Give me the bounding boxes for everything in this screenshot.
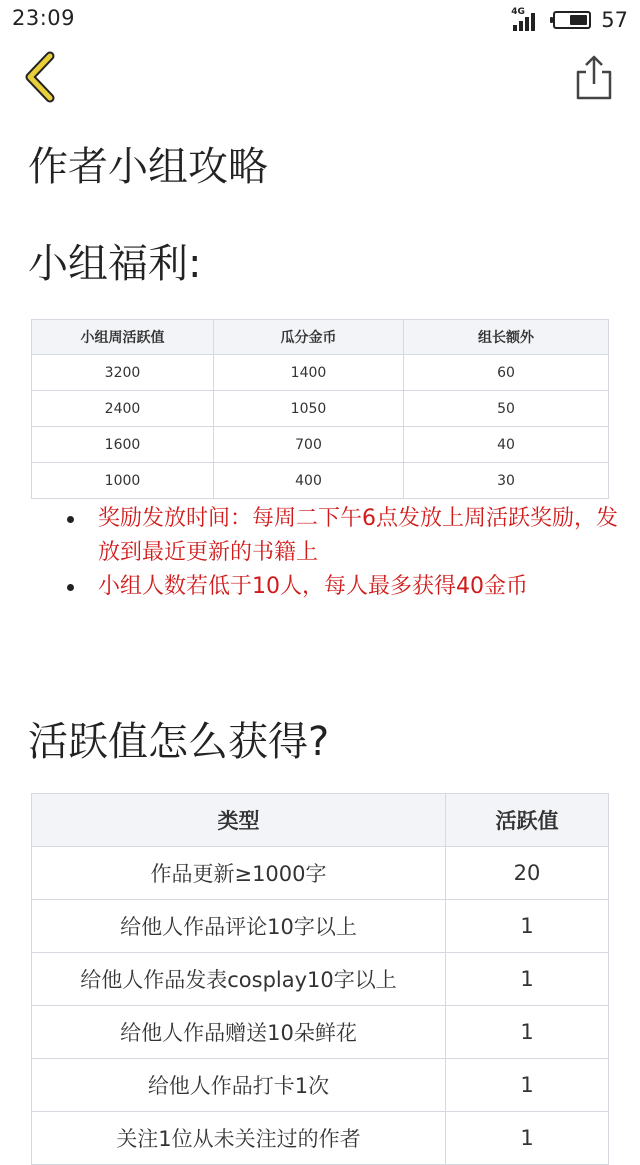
page-title: 作者小组攻略 [28,144,268,190]
column-header: 类型 [32,794,446,847]
table-row [32,1059,609,1112]
welfare-table [31,319,609,499]
table-cell: 20 [446,847,609,900]
note-text: 奖励发放时间：每周二下午6点发放上周活跃奖励，发放到最近更新的书籍上 [98,506,618,565]
table-cell: 1050 [214,391,404,427]
table-cell: 给他人作品打卡1次 [32,1059,446,1112]
list-item [67,570,627,604]
column-header: 小组周活跃值 [32,320,214,355]
activity-table [31,793,609,1165]
table-row [32,427,609,463]
table-cell: 700 [214,427,404,463]
table-cell: 1 [446,1059,609,1112]
table-cell: 3200 [32,355,214,391]
table-cell: 关注1位从未关注过的作者 [32,1112,446,1165]
table-cell: 60 [404,355,609,391]
chevron-left-icon [20,52,64,102]
table-row [32,900,609,953]
column-header: 组长额外 [404,320,609,355]
table-row [32,1112,609,1165]
table-cell: 1600 [32,427,214,463]
table-cell: 2400 [32,391,214,427]
welfare-heading: 小组福利: [28,241,202,287]
table-row [32,953,609,1006]
table-cell: 30 [404,463,609,499]
status-time: 23:09 [12,6,76,30]
table-cell: 1000 [32,463,214,499]
table-row [32,1006,609,1059]
table-row [32,463,609,499]
battery-icon [553,11,591,29]
table-row [32,847,609,900]
table-cell: 1400 [214,355,404,391]
table-row [32,391,609,427]
share-icon [572,54,616,102]
column-header: 活跃值 [446,794,609,847]
list-item [67,502,627,570]
table-cell: 50 [404,391,609,427]
table-header-row [32,320,609,355]
table-cell: 给他人作品发表cosplay10字以上 [32,953,446,1006]
table-cell: 给他人作品赠送10朵鲜花 [32,1006,446,1059]
table-cell: 1 [446,953,609,1006]
status-bar [0,0,640,40]
table-cell: 1 [446,1006,609,1059]
table-cell: 1 [446,1112,609,1165]
status-indicators [511,8,628,32]
share-button[interactable] [572,54,616,102]
nav-bar [0,40,640,116]
activity-heading: 活跃值怎么获得? [28,719,330,765]
table-cell: 给他人作品评论10字以上 [32,900,446,953]
table-row [32,355,609,391]
note-text: 小组人数若低于10人，每人最多获得40金币 [98,574,528,599]
bullet-icon [67,584,74,591]
table-header-row [32,794,609,847]
bullet-icon [67,516,74,523]
table-cell: 1 [446,900,609,953]
welfare-notes [67,502,627,604]
table-cell: 40 [404,427,609,463]
table-cell: 400 [214,463,404,499]
network-type-label: 4G [511,7,525,17]
column-header: 瓜分金币 [214,320,404,355]
table-cell: 作品更新≥1000字 [32,847,446,900]
back-button[interactable] [20,52,64,102]
signal-icon [511,9,543,31]
battery-level-label: 57 [601,8,628,32]
